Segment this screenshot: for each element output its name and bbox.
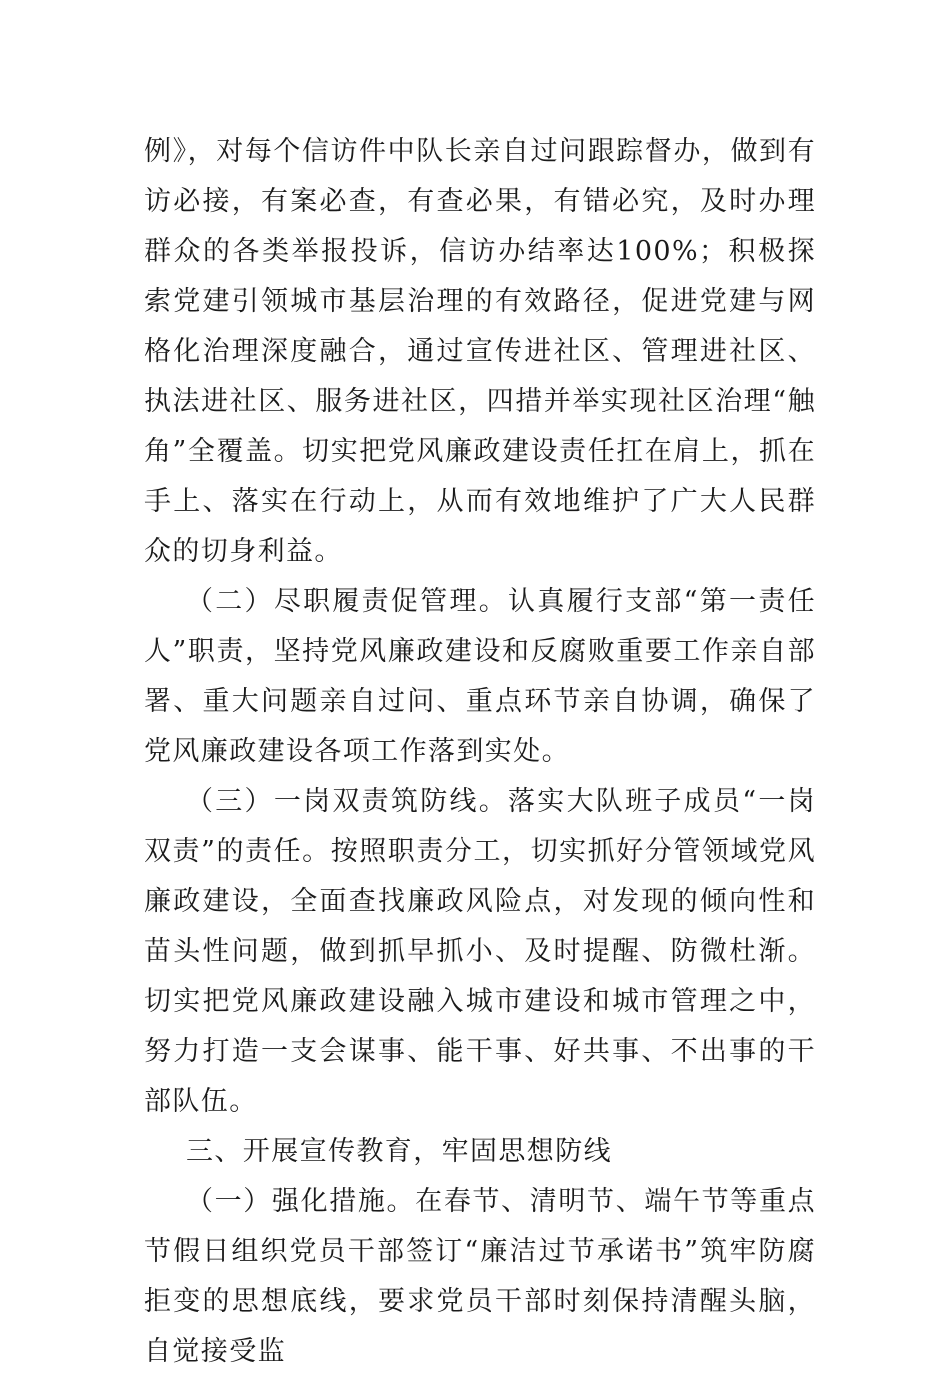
body-paragraph-4: （一）强化措施。在春节、清明节、端午节等重点节假日组织党员干部签订“廉洁过节承诺书”筑牢防腐拒变的思想底线，要求党员干部时刻保持清醒头脑，自觉接受监 (144, 1186, 816, 1367)
document-body (144, 127, 816, 1377)
section-heading-3: 三、开展宣传教育，牢固思想防线 (186, 1136, 612, 1167)
body-paragraph-2: （二）尽职履责促管理。认真履行支部“第一责任人”职责，坚持党风廉政建设和反腐败重要工作亲自部署、重大问题亲自过问、重点环节亲自协调，确保了党风廉政建设各项工作落到实处。 (144, 586, 816, 767)
body-paragraph-3: （三）一岗双责筑防线。落实大队班子成员“一岗双责”的责任。按照职责分工，切实抓好分管领域党风廉政建设，全面查找廉政风险点，对发现的倾向性和苗头性问题，做到抓早抓小、及时提醒、防微杜渐。切实把党风廉政建设融入城市建设和城市管理之中，努力打造一支会谋事、能干事、好共事、不出事的干部队伍。 (144, 786, 816, 1117)
body-paragraph-1: 例》，对每个信访件中队长亲自过问跟踪督办，做到有访必接，有案必查，有查必果，有错必究，及时办理群众的各类举报投诉，信访办结率达100%；积极探索党建引领城市基层治理的有效路径，促进党建与网格化治理深度融合，通过宣传进社区、管理进社区、执法进社区、服务进社区，四措并举实现社区治理“触角”全覆盖。切实把党风廉政建设责任扛在肩上，抓在手上、落实在行动上，从而有效地维护了广大人民群众的切身利益。 (144, 136, 816, 567)
